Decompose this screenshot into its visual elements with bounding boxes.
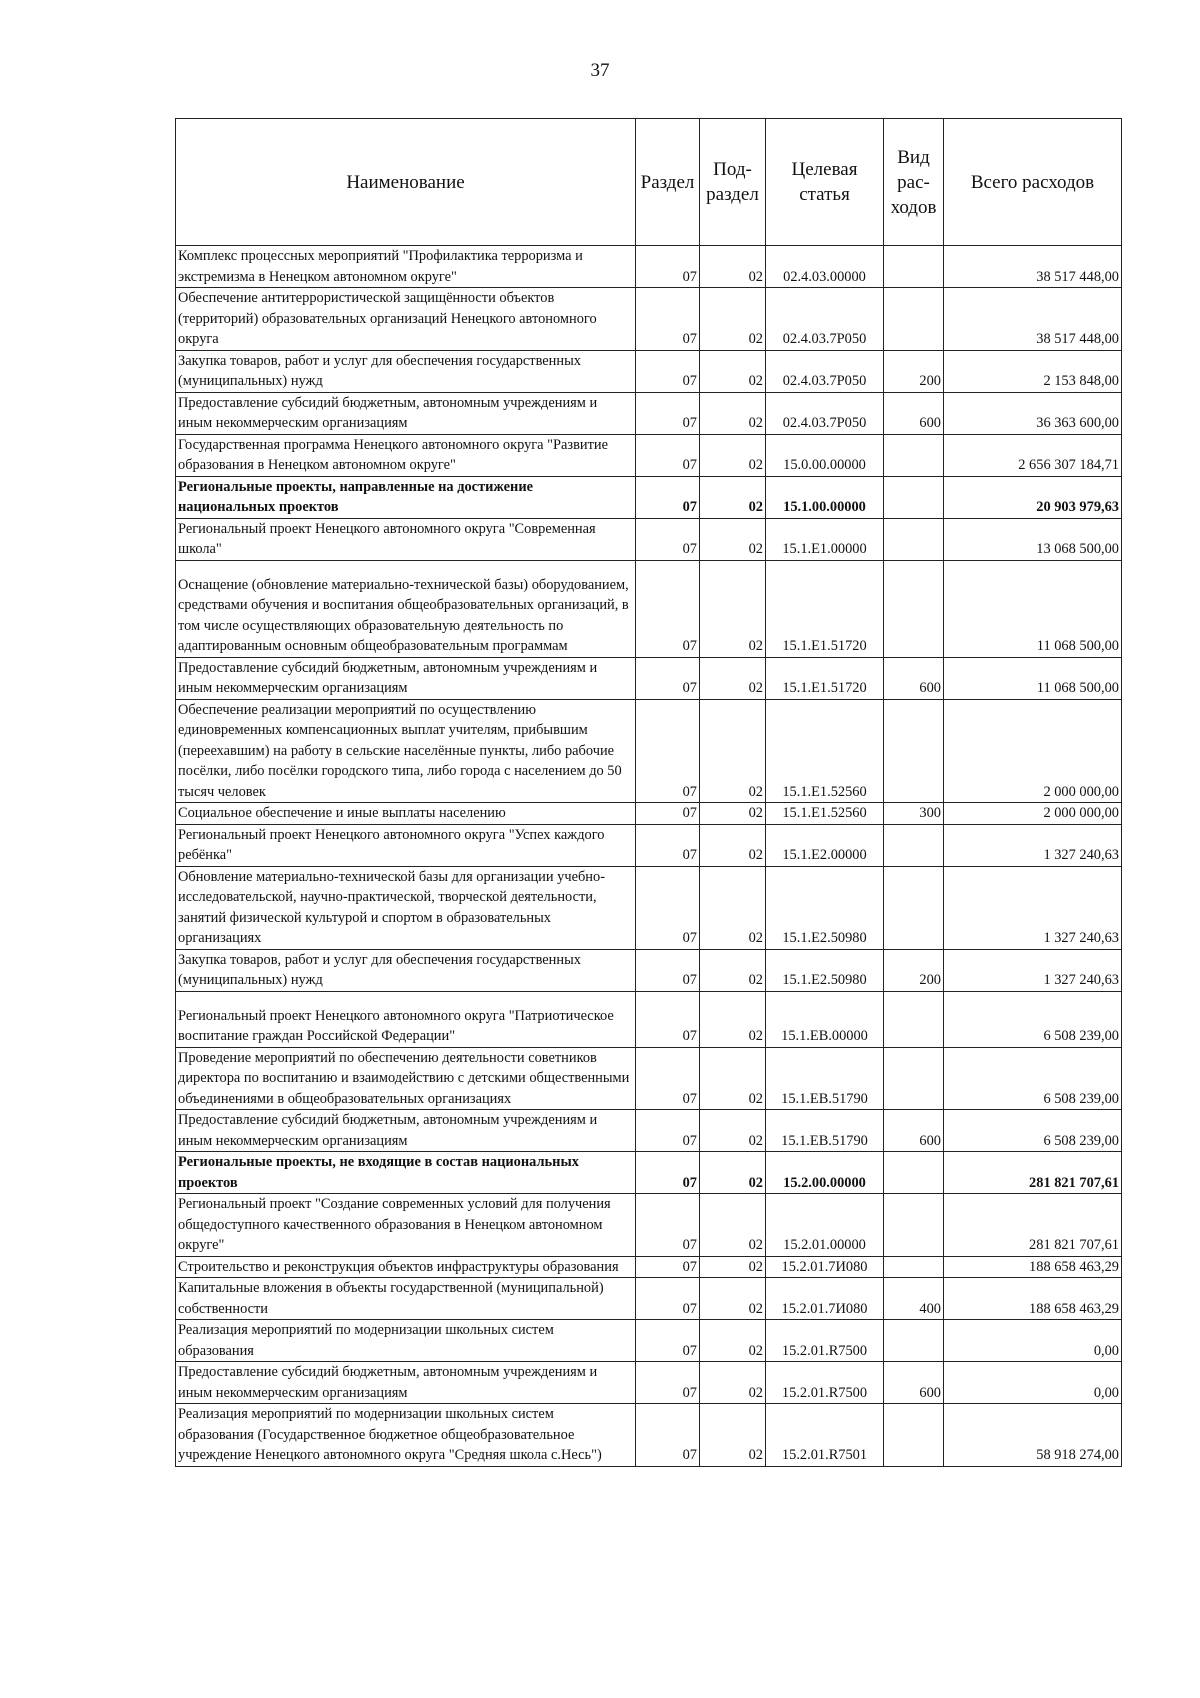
cell-total: 2 000 000,00 (944, 699, 1122, 803)
cell-vid (884, 1194, 944, 1257)
cell-vid (884, 288, 944, 351)
cell-celevaya: 15.1.00.00000 (766, 476, 884, 518)
table-row (176, 1047, 1122, 1110)
cell-name: Предоставление субсидий бюджетным, автономным учреждениям и иным некоммерческим организациям (176, 1362, 636, 1404)
cell-celevaya: 02.4.03.7Р050 (766, 350, 884, 392)
cell-total: 1 327 240,63 (944, 949, 1122, 991)
cell-podrazdel: 02 (700, 1152, 766, 1194)
cell-podrazdel: 02 (700, 1404, 766, 1467)
cell-celevaya: 15.2.01.R7500 (766, 1362, 884, 1404)
table-row (176, 866, 1122, 949)
cell-celevaya: 15.1.Е2.00000 (766, 824, 884, 866)
table-row (176, 824, 1122, 866)
cell-podrazdel: 02 (700, 476, 766, 518)
cell-podrazdel: 02 (700, 991, 766, 1047)
table-header-row (176, 119, 1122, 246)
cell-total: 13 068 500,00 (944, 518, 1122, 560)
cell-razdel: 07 (636, 1278, 700, 1320)
cell-total: 188 658 463,29 (944, 1256, 1122, 1278)
cell-podrazdel: 02 (700, 1278, 766, 1320)
header-vid: Вид рас- ходов (884, 119, 944, 246)
cell-razdel: 07 (636, 1194, 700, 1257)
cell-celevaya: 15.1.Е1.52560 (766, 699, 884, 803)
cell-razdel: 07 (636, 949, 700, 991)
cell-podrazdel: 02 (700, 560, 766, 657)
cell-vid: 200 (884, 350, 944, 392)
cell-name: Региональные проекты, не входящие в состав национальных проектов (176, 1152, 636, 1194)
cell-vid (884, 1047, 944, 1110)
cell-podrazdel: 02 (700, 1256, 766, 1278)
cell-vid (884, 866, 944, 949)
cell-total: 2 000 000,00 (944, 803, 1122, 825)
cell-razdel: 07 (636, 803, 700, 825)
cell-celevaya: 15.1.Е1.51720 (766, 560, 884, 657)
cell-name: Региональный проект Ненецкого автономного округа "Патриотическое воспитание граждан Российской Федерации" (176, 991, 636, 1047)
cell-razdel: 07 (636, 518, 700, 560)
cell-podrazdel: 02 (700, 1110, 766, 1152)
cell-razdel: 07 (636, 866, 700, 949)
cell-celevaya: 15.2.01.00000 (766, 1194, 884, 1257)
cell-total: 0,00 (944, 1320, 1122, 1362)
cell-razdel: 07 (636, 1110, 700, 1152)
cell-vid (884, 1152, 944, 1194)
cell-razdel: 07 (636, 657, 700, 699)
cell-total: 11 068 500,00 (944, 560, 1122, 657)
cell-podrazdel: 02 (700, 949, 766, 991)
cell-podrazdel: 02 (700, 699, 766, 803)
cell-vid (884, 246, 944, 288)
cell-name: Строительство и реконструкция объектов инфраструктуры образования (176, 1256, 636, 1278)
cell-celevaya: 15.1.Е1.52560 (766, 803, 884, 825)
cell-razdel: 07 (636, 288, 700, 351)
cell-name: Социальное обеспечение и иные выплаты населению (176, 803, 636, 825)
cell-name: Обеспечение антитеррористической защищённости объектов (территорий) образовательных организаций Ненецкого автономного округа (176, 288, 636, 351)
cell-celevaya: 15.2.00.00000 (766, 1152, 884, 1194)
table-row (176, 657, 1122, 699)
cell-celevaya: 15.1.Е1.51720 (766, 657, 884, 699)
cell-total: 1 327 240,63 (944, 824, 1122, 866)
table-row (176, 246, 1122, 288)
cell-celevaya: 15.1.Е1.00000 (766, 518, 884, 560)
table-row (176, 1362, 1122, 1404)
cell-vid: 600 (884, 1362, 944, 1404)
cell-celevaya: 15.2.01.7И080 (766, 1256, 884, 1278)
table-row (176, 1110, 1122, 1152)
cell-razdel: 07 (636, 1256, 700, 1278)
cell-name: Оснащение (обновление материально-технической базы) оборудованием, средствами обучения и воспитания общеобразовательных организаций, в том числе осуществляющих образовательную деятельность по адаптированным основным общеобразовательным программам (176, 560, 636, 657)
cell-podrazdel: 02 (700, 518, 766, 560)
cell-vid (884, 434, 944, 476)
cell-celevaya: 02.4.03.7Р050 (766, 392, 884, 434)
cell-name: Реализация мероприятий по модернизации школьных систем образования (Государственное бюджетное общеобразовательное учреждение Ненецкого автономного округа "Средняя школа с.Несь") (176, 1404, 636, 1467)
cell-total: 20 903 979,63 (944, 476, 1122, 518)
budget-table (175, 118, 1122, 1467)
table-row (176, 518, 1122, 560)
header-celevaya: Целевая статья (766, 119, 884, 246)
cell-razdel: 07 (636, 991, 700, 1047)
cell-celevaya: 15.2.01.R7500 (766, 1320, 884, 1362)
cell-name: Обеспечение реализации мероприятий по осуществлению единовременных компенсационных выплат учителям, прибывшим (переехавшим) на работу в сельские населённые пункты, либо рабочие посёлки, либо посёлки городского типа, либо города с населением до 50 тысяч человек (176, 699, 636, 803)
cell-vid (884, 1320, 944, 1362)
cell-podrazdel: 02 (700, 392, 766, 434)
cell-total: 281 821 707,61 (944, 1194, 1122, 1257)
cell-vid (884, 476, 944, 518)
cell-razdel: 07 (636, 246, 700, 288)
cell-name: Предоставление субсидий бюджетным, автономным учреждениям и иным некоммерческим организациям (176, 1110, 636, 1152)
cell-celevaya: 02.4.03.00000 (766, 246, 884, 288)
cell-razdel: 07 (636, 1362, 700, 1404)
cell-total: 38 517 448,00 (944, 246, 1122, 288)
cell-razdel: 07 (636, 1047, 700, 1110)
cell-name: Закупка товаров, работ и услуг для обеспечения государственных (муниципальных) нужд (176, 949, 636, 991)
cell-podrazdel: 02 (700, 1362, 766, 1404)
cell-total: 6 508 239,00 (944, 1110, 1122, 1152)
table-row (176, 392, 1122, 434)
table-row (176, 991, 1122, 1047)
cell-total: 58 918 274,00 (944, 1404, 1122, 1467)
table-row (176, 1256, 1122, 1278)
cell-vid: 200 (884, 949, 944, 991)
page-number: 37 (590, 60, 610, 81)
table-row (176, 699, 1122, 803)
cell-name: Обновление материально-технической базы для организации учебно-исследовательской, научно-практической, творческой деятельности, занятий физической культурой и спортом в образовательных организациях (176, 866, 636, 949)
cell-total: 2 153 848,00 (944, 350, 1122, 392)
cell-celevaya: 15.1.ЕВ.00000 (766, 991, 884, 1047)
table-row (176, 949, 1122, 991)
cell-podrazdel: 02 (700, 350, 766, 392)
header-podrazdel: Под- раздел (700, 119, 766, 246)
cell-podrazdel: 02 (700, 434, 766, 476)
cell-celevaya: 15.1.ЕВ.51790 (766, 1047, 884, 1110)
table-row (176, 1404, 1122, 1467)
cell-podrazdel: 02 (700, 1047, 766, 1110)
cell-celevaya: 15.2.01.R7501 (766, 1404, 884, 1467)
cell-celevaya: 15.1.Е2.50980 (766, 949, 884, 991)
cell-podrazdel: 02 (700, 866, 766, 949)
cell-total: 6 508 239,00 (944, 991, 1122, 1047)
cell-razdel: 07 (636, 434, 700, 476)
cell-razdel: 07 (636, 476, 700, 518)
cell-total: 2 656 307 184,71 (944, 434, 1122, 476)
cell-name: Проведение мероприятий по обеспечению деятельности советников директора по воспитанию и взаимодействию с детскими общественными объединениями в общеобразовательных организациях (176, 1047, 636, 1110)
cell-name: Региональный проект Ненецкого автономного округа "Современная школа" (176, 518, 636, 560)
cell-total: 1 327 240,63 (944, 866, 1122, 949)
cell-vid (884, 1256, 944, 1278)
table-row (176, 1194, 1122, 1257)
table-row (176, 1320, 1122, 1362)
cell-total: 188 658 463,29 (944, 1278, 1122, 1320)
cell-vid (884, 699, 944, 803)
cell-razdel: 07 (636, 350, 700, 392)
table-row (176, 434, 1122, 476)
cell-podrazdel: 02 (700, 288, 766, 351)
cell-vid: 300 (884, 803, 944, 825)
header-total: Всего расходов (944, 119, 1122, 246)
cell-celevaya: 02.4.03.7Р050 (766, 288, 884, 351)
cell-name: Комплекс процессных мероприятий "Профилактика терроризма и экстремизма в Ненецком автономном округе" (176, 246, 636, 288)
cell-podrazdel: 02 (700, 803, 766, 825)
cell-total: 11 068 500,00 (944, 657, 1122, 699)
cell-podrazdel: 02 (700, 657, 766, 699)
cell-total: 0,00 (944, 1362, 1122, 1404)
cell-name: Предоставление субсидий бюджетным, автономным учреждениям и иным некоммерческим организациям (176, 657, 636, 699)
cell-razdel: 07 (636, 560, 700, 657)
cell-name: Закупка товаров, работ и услуг для обеспечения государственных (муниципальных) нужд (176, 350, 636, 392)
cell-razdel: 07 (636, 699, 700, 803)
table-row (176, 560, 1122, 657)
table-row (176, 803, 1122, 825)
cell-razdel: 07 (636, 392, 700, 434)
cell-total: 6 508 239,00 (944, 1047, 1122, 1110)
cell-vid: 600 (884, 657, 944, 699)
cell-name: Региональные проекты, направленные на достижение национальных проектов (176, 476, 636, 518)
cell-name: Региональный проект "Создание современных условий для получения общедоступного качественного образования в Ненецком автономном округе" (176, 1194, 636, 1257)
table-row (176, 288, 1122, 351)
cell-vid: 600 (884, 392, 944, 434)
cell-celevaya: 15.1.ЕВ.51790 (766, 1110, 884, 1152)
cell-razdel: 07 (636, 1320, 700, 1362)
cell-vid: 400 (884, 1278, 944, 1320)
cell-name: Региональный проект Ненецкого автономного округа "Успех каждого ребёнка" (176, 824, 636, 866)
cell-total: 38 517 448,00 (944, 288, 1122, 351)
cell-celevaya: 15.2.01.7И080 (766, 1278, 884, 1320)
table-row (176, 476, 1122, 518)
cell-name: Предоставление субсидий бюджетным, автономным учреждениям и иным некоммерческим организациям (176, 392, 636, 434)
cell-vid (884, 560, 944, 657)
cell-total: 281 821 707,61 (944, 1152, 1122, 1194)
cell-name: Реализация мероприятий по модернизации школьных систем образования (176, 1320, 636, 1362)
cell-vid (884, 518, 944, 560)
cell-razdel: 07 (636, 824, 700, 866)
cell-vid (884, 1404, 944, 1467)
cell-podrazdel: 02 (700, 1320, 766, 1362)
table-row (176, 350, 1122, 392)
cell-celevaya: 15.0.00.00000 (766, 434, 884, 476)
cell-celevaya: 15.1.Е2.50980 (766, 866, 884, 949)
cell-razdel: 07 (636, 1404, 700, 1467)
cell-podrazdel: 02 (700, 246, 766, 288)
cell-vid: 600 (884, 1110, 944, 1152)
table-row (176, 1152, 1122, 1194)
table-row (176, 1278, 1122, 1320)
cell-podrazdel: 02 (700, 824, 766, 866)
cell-podrazdel: 02 (700, 1194, 766, 1257)
cell-total: 36 363 600,00 (944, 392, 1122, 434)
header-name: Наименование (176, 119, 636, 246)
cell-name: Государственная программа Ненецкого автономного округа "Развитие образования в Ненецком автономном округе" (176, 434, 636, 476)
cell-vid (884, 824, 944, 866)
header-razdel: Раздел (636, 119, 700, 246)
cell-name: Капитальные вложения в объекты государственной (муниципальной) собственности (176, 1278, 636, 1320)
cell-razdel: 07 (636, 1152, 700, 1194)
cell-vid (884, 991, 944, 1047)
table-body (176, 246, 1122, 1467)
